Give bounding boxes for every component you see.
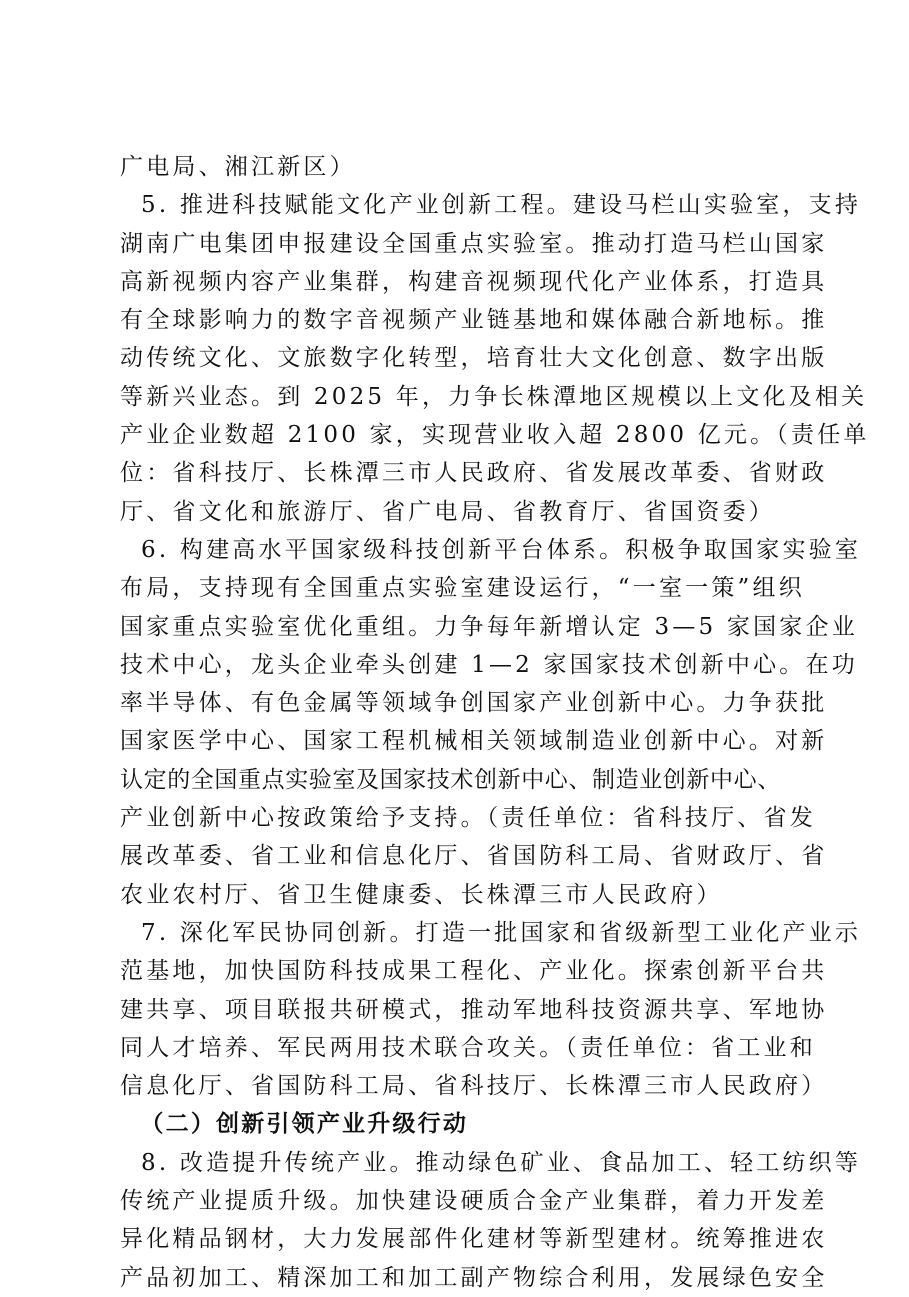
text-line: 传统产业提质升级。加快建设硬质合金产业集群，着力开发差: [120, 1188, 828, 1215]
text-line: 有全球影响力的数字音视频产业链基地和媒体融合新地标。推: [120, 307, 828, 334]
text-line: 7. 深化军民协同创新。打造一批国家和省级新型工业化产业示: [120, 919, 862, 946]
section-heading: （二）创新引领产业升级行动: [120, 1111, 469, 1138]
text-line: 异化精品钢材，大力发展部件化建材等新型建材。统筹推进农: [120, 1226, 828, 1253]
text-line: 信息化厅、省国防科工局、省科技厅、长株潭三市人民政府）: [120, 1073, 828, 1100]
text-line: 认定的全国重点实验室及国家技术创新中心、制造业创新中心、: [120, 766, 781, 793]
text-line: 同人才培养、军民两用技术联合攻关。（责任单位：省工业和: [120, 1034, 816, 1061]
text-line: 等新兴业态。到 2025 年，力争长株潭地区规模以上文化及相关: [120, 383, 868, 410]
text-line: 湖南广电集团申报建设全国重点实验室。推动打造马栏山国家: [120, 230, 828, 257]
text-line: 8. 改造提升传统产业。推动绿色矿业、食品加工、轻工纺织等: [120, 1149, 862, 1176]
text-line: 6. 构建高水平国家级科技创新平台体系。积极争取国家实验室: [120, 536, 862, 563]
text-line: 农业农村厅、省卫生健康委、长株潭三市人民政府）: [120, 881, 723, 908]
text-line: 技术中心，龙头企业牵头创建 1—2 家国家技术创新中心。在功: [120, 651, 858, 678]
text-line: 国家重点实验室优化重组。力争每年新增认定 3—5 家国家企业: [120, 613, 858, 640]
text-line: 展改革委、省工业和信息化厅、省国防科工局、省财政厅、省: [120, 843, 828, 870]
text-line: 布局，支持现有全国重点实验室建设运行，“一室一策”组织: [120, 575, 805, 602]
text-line: 厅、省文化和旅游厅、省广电局、省教育厅、省国资委）: [120, 498, 775, 525]
text-line: 国家医学中心、国家工程机械相关领域制造业创新中心。对新: [120, 728, 828, 755]
text-line: 位：省科技厅、长株潭三市人民政府、省发展改革委、省财政: [120, 460, 828, 487]
text-line: 5. 推进科技赋能文化产业创新工程。建设马栏山实验室，支持: [120, 192, 862, 219]
text-line: 动传统文化、文旅数字化转型，培育壮大文化创意、数字出版: [120, 345, 828, 372]
document-page: [120, 148, 870, 1297]
text-line: 建共享、项目联报共研模式，推动军地科技资源共享、军地协: [120, 996, 828, 1023]
text-line: 高新视频内容产业集群，构建音视频现代化产业体系，打造具: [120, 268, 828, 295]
text-line: 广电局、湘江新区）: [120, 154, 356, 180]
text-line: 率半导体、有色金属等领域争创国家产业创新中心。力争获批: [120, 690, 828, 717]
text-line: 产业企业数超 2100 家，实现营业收入超 2800 亿元。（责任单: [120, 422, 870, 449]
text-line: 产业创新中心按政策给予支持。（责任单位：省科技厅、省发: [120, 805, 816, 832]
text-line: 范基地，加快国防科技成果工程化、产业化。探索创新平台共: [120, 958, 828, 985]
text-line: 产品初加工、精深加工和加工副产物综合利用，发展绿色安全: [120, 1264, 828, 1291]
